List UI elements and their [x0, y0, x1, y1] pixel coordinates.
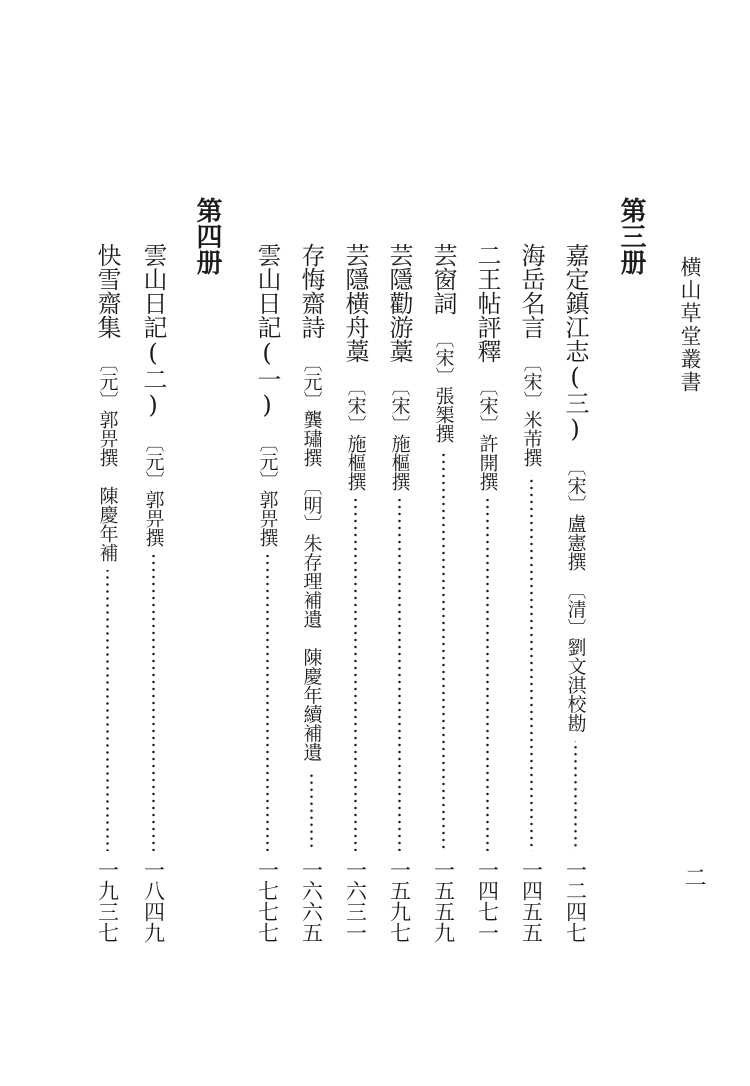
toc-entry[interactable] — [340, 243, 370, 943]
entry-author: 〔宋〕施樞撰 — [388, 377, 411, 491]
entry-title: 嘉定鎮江志(三) — [561, 243, 589, 443]
entry-author: 〔宋〕許開撰 — [476, 377, 499, 491]
entry-author: 〔宋〕盧憲撰 〔清〕劉文淇校勘 — [564, 457, 587, 733]
entry-title: 存悔齋詩 — [297, 243, 325, 339]
entry-author: 〔宋〕米芾撰 — [520, 353, 543, 467]
entry-author: 〔元〕龔璛撰 〔明〕朱存理補遺 陳慶年續補遺 — [300, 353, 323, 762]
entry-author: 〔宋〕張榘撰 — [432, 329, 455, 443]
entry-author: 〔元〕郭畀撰 — [256, 433, 279, 547]
entry-author: 〔元〕郭畀撰 陳慶年補 — [96, 353, 119, 562]
leader-dots — [530, 475, 533, 851]
entry-title: 芸隱勸游藁 — [385, 243, 413, 363]
leader-dots — [310, 770, 313, 852]
entry-page: 一五九七 — [387, 859, 412, 943]
entry-title: 快雪齋集 — [93, 243, 121, 339]
toc-entry[interactable] — [516, 243, 546, 943]
toc-entry[interactable] — [138, 243, 168, 943]
entry-title: 芸隱横舟藁 — [341, 243, 369, 363]
toc-entry[interactable] — [428, 243, 458, 943]
entry-page: 一五五九 — [431, 859, 456, 943]
leader-dots — [106, 570, 109, 851]
entry-title: 芸窗詞 — [429, 243, 457, 315]
leader-dots — [152, 555, 155, 851]
entry-title: 雲山日記(二) — [139, 243, 167, 419]
entry-title: 二王帖評釋 — [473, 243, 501, 363]
leader-dots — [398, 499, 401, 851]
leader-dots — [354, 499, 357, 851]
leader-dots — [266, 555, 269, 851]
toc-entry[interactable] — [92, 243, 122, 943]
toc-entry[interactable] — [560, 243, 590, 943]
section-heading-4: 第四册 — [192, 197, 222, 275]
leader-dots — [486, 499, 489, 851]
leader-dots — [574, 741, 577, 852]
toc-entry[interactable] — [252, 243, 282, 943]
running-title: 横山草堂叢書 — [678, 256, 702, 394]
page-number: 二 — [681, 866, 706, 888]
toc-entry[interactable] — [384, 243, 414, 943]
toc-entry[interactable] — [296, 243, 326, 943]
entry-page: 一九三七 — [95, 859, 120, 943]
entry-page: 一四七一 — [475, 859, 500, 943]
entry-page: 一八四九 — [141, 859, 166, 943]
leader-dots — [442, 451, 445, 851]
entry-page: 一二四七 — [563, 859, 588, 943]
entry-author: 〔元〕郭畀撰 — [142, 433, 165, 547]
entry-page: 一七七七 — [255, 859, 280, 943]
entry-page: 一六六五 — [299, 859, 324, 943]
entry-title: 雲山日記(一) — [253, 243, 281, 419]
entry-page: 一四五五 — [519, 859, 544, 943]
entry-page: 一六三一 — [343, 859, 368, 943]
toc-entry[interactable] — [472, 243, 502, 943]
section-heading-3: 第三册 — [616, 197, 646, 275]
entry-author: 〔宋〕施樞撰 — [344, 377, 367, 491]
entry-title: 海岳名言 — [517, 243, 545, 339]
